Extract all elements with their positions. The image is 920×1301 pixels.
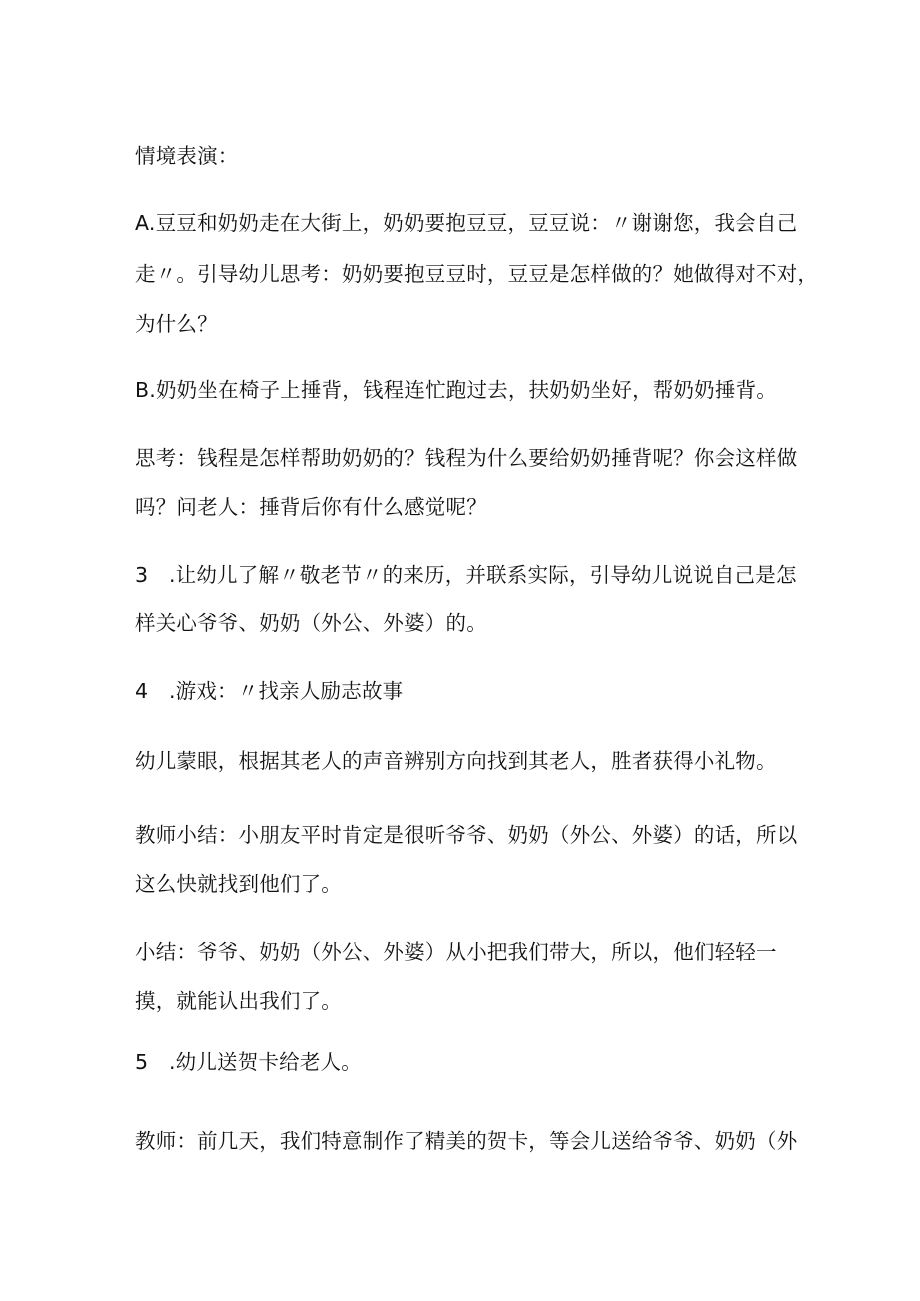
paragraph-line: 5 .幼儿送贺卡给老人。	[135, 1050, 362, 1074]
paragraph-line: 摸，就能认出我们了。	[135, 989, 342, 1013]
paragraph-line: 为什么？	[135, 312, 218, 336]
section-heading: 情境表演：	[135, 144, 239, 168]
paragraph-line: 教师小结：小朋友平时肯定是很听爷爷、奶奶（外公、外婆）的话，所以	[135, 823, 798, 847]
paragraph-line: 吗？问老人：捶背后你有什么感觉呢？	[135, 495, 487, 519]
paragraph-line: A.豆豆和奶奶走在大街上，奶奶要抱豆豆，豆豆说：〃谢谢您，我会自己	[135, 211, 798, 235]
paragraph-line: 教师：前几天，我们特意制作了精美的贺卡，等会儿送给爷爷、奶奶（外	[135, 1129, 798, 1153]
paragraph-line: 样关心爷爷、奶奶（外公、外婆）的。	[135, 611, 487, 635]
paragraph-line: 小结：爷爷、奶奶（外公、外婆）从小把我们带大，所以，他们轻轻一	[135, 940, 777, 964]
paragraph-line: 思考：钱程是怎样帮助奶奶的？钱程为什么要给奶奶捶背呢？你会这样做	[135, 446, 798, 470]
paragraph-line: 4 .游戏：〃找亲人励志故事	[135, 679, 404, 703]
paragraph-line: 幼儿蒙眼，根据其老人的声音辨别方向找到其老人，胜者获得小礼物。	[135, 749, 777, 773]
paragraph-line: 这么快就找到他们了。	[135, 872, 342, 896]
paragraph-line: B.奶奶坐在椅子上捶背，钱程连忙跑过去，扶奶奶坐好，帮奶奶捶背。	[135, 378, 777, 402]
paragraph-line: 走〃。引导幼儿思考：奶奶要抱豆豆时，豆豆是怎样做的？她做得对不对，	[135, 262, 819, 286]
paragraph-line: 3 .让幼儿了解〃敬老节〃的来历，并联系实际，引导幼儿说说自己是怎	[135, 563, 797, 587]
